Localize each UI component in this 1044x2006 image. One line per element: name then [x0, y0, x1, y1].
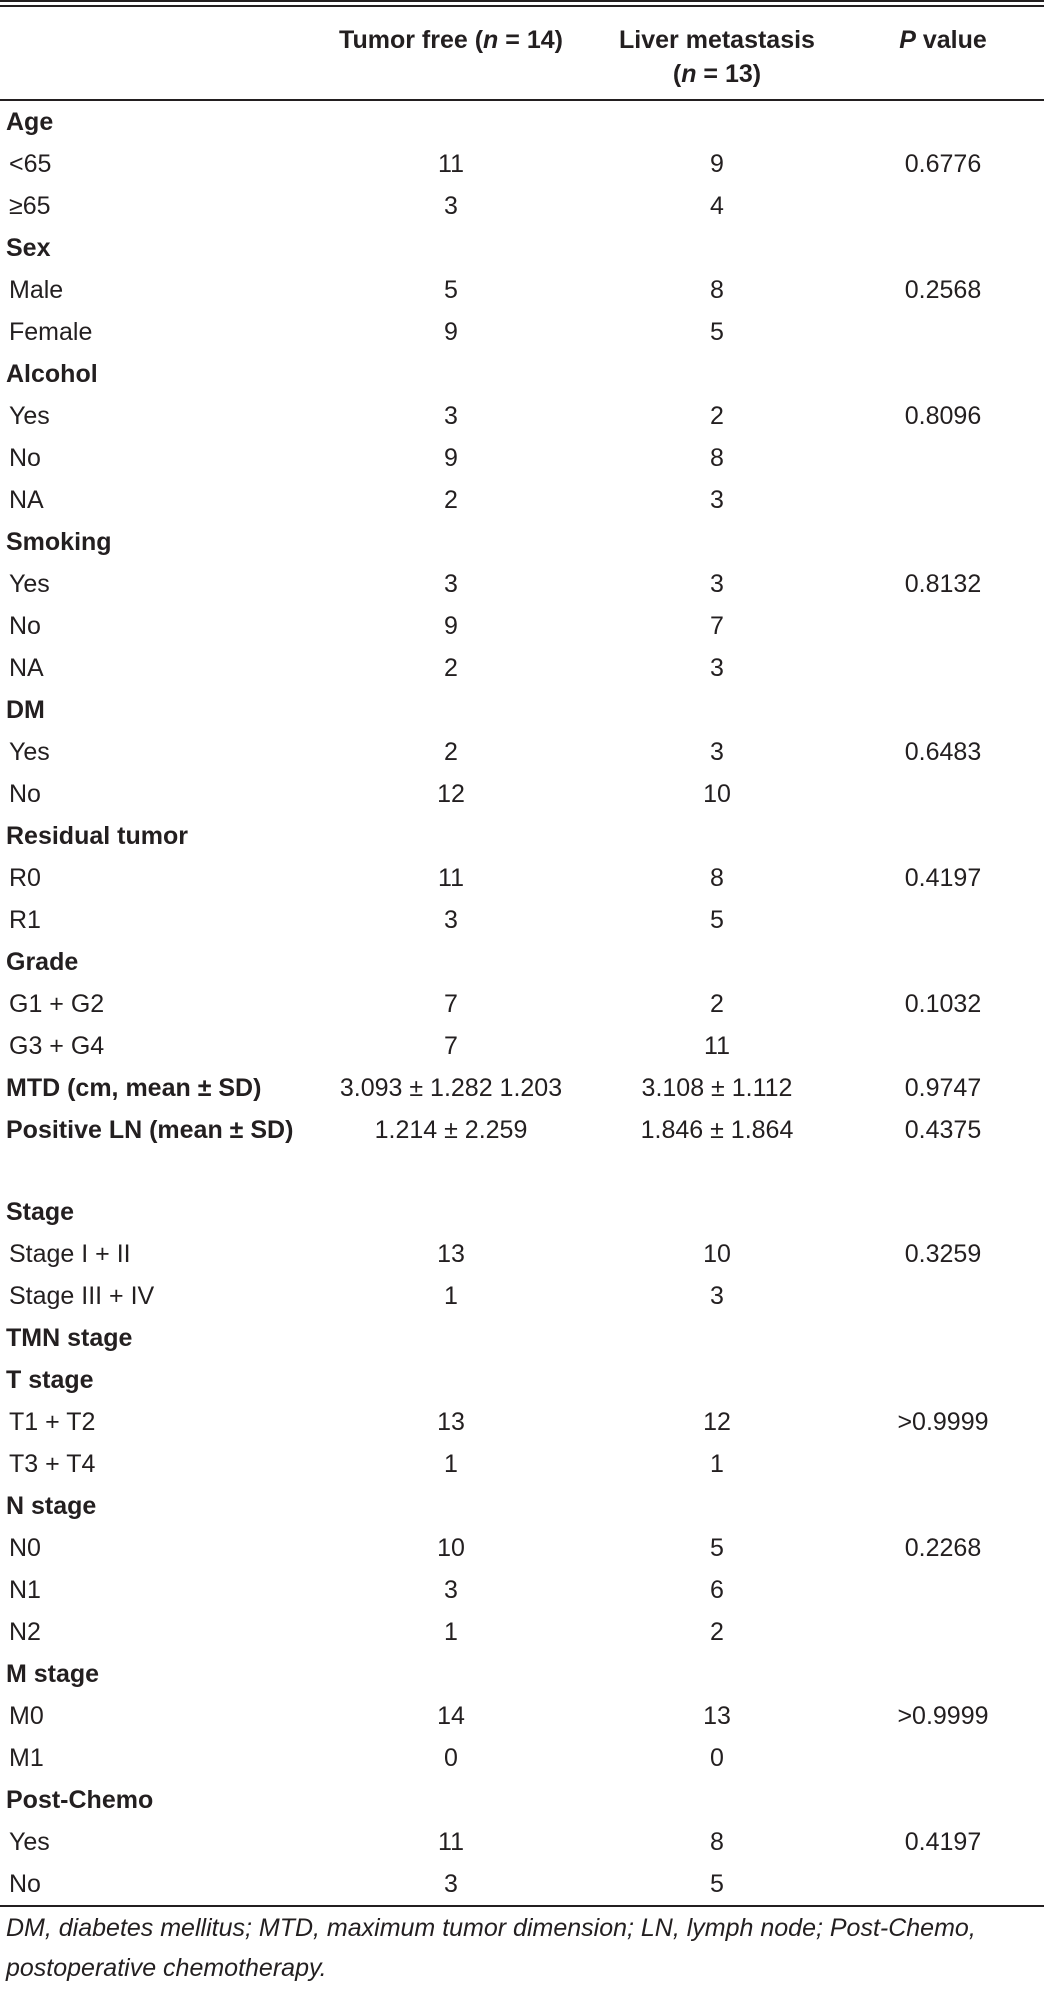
row-label: Stage III + IV [9, 1282, 155, 1310]
p-value-cell: 0.9747 [904, 1074, 982, 1102]
table-row [0, 731, 1044, 773]
table-section-row [0, 815, 1044, 857]
tumor-free-cell: 3 [444, 906, 458, 934]
p-value-cell [842, 311, 1044, 353]
p-value-cell [842, 1443, 1044, 1485]
table-row [0, 983, 1044, 1025]
table-row [0, 143, 1044, 185]
liver-metastasis-cell [592, 100, 842, 143]
table-row [0, 563, 1044, 605]
table-section-row [0, 227, 1044, 269]
tumor-free-cell: 9 [444, 444, 458, 472]
p-value-cell [842, 1569, 1044, 1611]
liver-metastasis-cell: 2 [710, 990, 724, 1018]
p-value-cell [842, 689, 1044, 731]
tumor-free-cell: 12 [437, 780, 465, 808]
liver-metastasis-cell: 3 [710, 486, 724, 514]
table-row [0, 1737, 1044, 1779]
p-value-cell [842, 1317, 1044, 1359]
liver-metastasis-cell [592, 1653, 842, 1695]
liver-metastasis-cell [592, 1485, 842, 1527]
tumor-free-cell [310, 815, 592, 857]
tumor-free-cell: 2 [444, 738, 458, 766]
p-value-cell: 0.4197 [904, 1828, 982, 1856]
table-section-row [0, 1109, 1044, 1191]
p-value-cell [842, 899, 1044, 941]
tumor-free-cell: 13 [437, 1408, 465, 1436]
table-section-row [0, 1485, 1044, 1527]
table-section-row [0, 1653, 1044, 1695]
row-label: Stage I + II [9, 1240, 131, 1268]
tumor-free-cell [310, 1779, 592, 1821]
table-row [0, 1443, 1044, 1485]
tumor-free-cell: 2 [444, 654, 458, 682]
table-row [0, 1863, 1044, 1906]
table-row [0, 857, 1044, 899]
tumor-free-cell [310, 689, 592, 731]
p-value-cell [842, 521, 1044, 563]
tumor-free-cell: 1.214 ± 2.259 [374, 1116, 528, 1144]
table-row [0, 605, 1044, 647]
table-footnote: DM, diabetes mellitus; MTD, maximum tumor dimension; LN, lymph node; Post-Chemo, postoperative chemotherapy. [6, 1914, 976, 1982]
table-row [0, 1611, 1044, 1653]
liver-metastasis-cell: 8 [710, 1828, 724, 1856]
row-label: Yes [9, 1828, 50, 1856]
row-label: Sex [6, 234, 51, 262]
tumor-free-cell [310, 100, 592, 143]
row-label: No [9, 444, 41, 472]
table-row [0, 1025, 1044, 1067]
tumor-free-cell: 7 [444, 1032, 458, 1060]
tumor-free-cell: 3 [444, 192, 458, 220]
table-section-row [0, 1779, 1044, 1821]
liver-metastasis-cell: 8 [710, 864, 724, 892]
p-value-cell [842, 647, 1044, 689]
p-value-cell [842, 1359, 1044, 1401]
liver-metastasis-cell: 3 [710, 738, 724, 766]
table-section-row [0, 1359, 1044, 1401]
row-label: Smoking [6, 528, 112, 556]
liver-metastasis-cell: 5 [710, 906, 724, 934]
row-label: <65 [9, 150, 52, 178]
row-label: TMN stage [6, 1324, 133, 1352]
p-value-cell: 0.8096 [904, 402, 982, 430]
table-row [0, 1527, 1044, 1569]
p-value-cell [842, 100, 1044, 143]
table-row [0, 311, 1044, 353]
p-value-cell [842, 479, 1044, 521]
table-row [0, 395, 1044, 437]
tumor-free-cell: 9 [444, 318, 458, 346]
table-row [0, 1695, 1044, 1737]
tumor-free-cell: 11 [438, 150, 464, 178]
tumor-free-cell: 2 [444, 486, 458, 514]
table-row [0, 269, 1044, 311]
row-label: Age [6, 108, 54, 136]
liver-metastasis-cell: 3 [710, 654, 724, 682]
tumor-free-cell: 1 [444, 1618, 458, 1646]
liver-metastasis-cell: 2 [710, 1618, 724, 1646]
table-row [0, 1275, 1044, 1317]
tumor-free-cell [310, 1653, 592, 1695]
liver-metastasis-cell: 1 [710, 1450, 724, 1478]
row-label: N stage [6, 1492, 97, 1520]
row-label: No [9, 612, 41, 640]
p-value-cell [842, 227, 1044, 269]
header-variable [0, 6, 310, 100]
p-value-cell [842, 1863, 1044, 1906]
table-row [0, 1821, 1044, 1863]
row-label: NA [9, 486, 44, 514]
tumor-free-cell [310, 941, 592, 983]
tumor-free-cell: 3 [444, 570, 458, 598]
table-section-row [0, 100, 1044, 143]
p-value-cell [842, 941, 1044, 983]
liver-metastasis-cell: 1.846 ± 1.864 [640, 1116, 794, 1144]
tumor-free-cell: 13 [437, 1240, 465, 1268]
table-row [0, 773, 1044, 815]
table-body [0, 100, 1044, 1906]
liver-metastasis-cell: 0 [710, 1744, 724, 1772]
tumor-free-cell [310, 1485, 592, 1527]
table-row [0, 437, 1044, 479]
liver-metastasis-cell: 7 [710, 612, 724, 640]
row-label: N0 [9, 1534, 41, 1562]
table-section-row [0, 689, 1044, 731]
row-label: No [0, 1863, 310, 1906]
row-label: Post-Chemo [6, 1786, 154, 1814]
tumor-free-cell: 1 [444, 1282, 458, 1310]
p-value-cell: 0.6776 [904, 150, 982, 178]
table-row [0, 1569, 1044, 1611]
row-label: Positive LN (mean ± SD) [6, 1116, 294, 1144]
p-value-cell [842, 185, 1044, 227]
liver-metastasis-cell: 3 [710, 1282, 724, 1310]
table-row [0, 479, 1044, 521]
liver-metastasis-cell [592, 1779, 842, 1821]
table-section-row [0, 1317, 1044, 1359]
row-label: DM [6, 696, 45, 724]
p-value-cell: 0.8132 [904, 570, 982, 598]
table-row [0, 1233, 1044, 1275]
p-value-cell: >0.9999 [897, 1408, 989, 1436]
liver-metastasis-cell: 4 [710, 192, 724, 220]
row-label: M0 [9, 1702, 44, 1730]
tumor-free-cell: 7 [444, 990, 458, 1018]
p-value-cell: 0.2568 [904, 276, 982, 304]
tumor-free-cell: 3 [444, 402, 458, 430]
row-label: Yes [9, 738, 50, 766]
tumor-free-cell [310, 1191, 592, 1233]
liver-metastasis-cell: 3.108 ± 1.112 [641, 1074, 793, 1102]
row-label: Alcohol [6, 360, 98, 388]
p-value-cell: 0.4375 [904, 1116, 982, 1144]
liver-metastasis-cell [592, 521, 842, 563]
table-section-row [0, 1067, 1044, 1109]
row-label: Yes [9, 402, 50, 430]
row-label: MTD (cm, mean ± SD) [6, 1074, 262, 1102]
liver-metastasis-cell: 6 [710, 1576, 724, 1604]
row-label: Yes [9, 570, 50, 598]
table-row [0, 899, 1044, 941]
p-value-cell [842, 1653, 1044, 1695]
row-label: T stage [6, 1366, 94, 1394]
p-value-cell [842, 605, 1044, 647]
liver-metastasis-cell: 5 [710, 318, 724, 346]
tumor-free-cell: 11 [438, 864, 464, 892]
liver-metastasis-cell: 2 [710, 402, 724, 430]
row-label: Male [9, 276, 64, 304]
liver-metastasis-cell: 5 [592, 1863, 842, 1906]
tumor-free-cell [310, 1359, 592, 1401]
tumor-free-cell: 5 [444, 276, 458, 304]
p-value-cell [842, 815, 1044, 857]
p-value-cell: 0.1032 [904, 990, 982, 1018]
liver-metastasis-cell: 8 [710, 276, 724, 304]
row-label: T3 + T4 [9, 1450, 96, 1478]
tumor-free-cell [310, 521, 592, 563]
p-value-cell [842, 1611, 1044, 1653]
tumor-free-cell: 10 [437, 1534, 465, 1562]
liver-metastasis-cell [592, 689, 842, 731]
tumor-free-cell: 3 [444, 1576, 458, 1604]
liver-metastasis-cell: 10 [703, 1240, 731, 1268]
row-label: G3 + G4 [9, 1032, 105, 1060]
p-value-cell: >0.9999 [897, 1702, 989, 1730]
tumor-free-cell [310, 227, 592, 269]
p-value-cell: 0.4197 [904, 864, 982, 892]
liver-metastasis-cell: 13 [703, 1702, 731, 1730]
p-value-cell: 0.2268 [904, 1534, 982, 1562]
p-value-cell [842, 1191, 1044, 1233]
liver-metastasis-cell [592, 1317, 842, 1359]
p-value-cell [842, 1025, 1044, 1067]
tumor-free-cell: 3 [310, 1863, 592, 1906]
table-section-row [0, 353, 1044, 395]
liver-metastasis-cell [592, 1359, 842, 1401]
row-label: NA [9, 654, 44, 682]
row-label: M1 [9, 1744, 44, 1772]
table-row [0, 647, 1044, 689]
p-value-cell [842, 353, 1044, 395]
row-label: Stage [6, 1198, 75, 1226]
table-row [0, 1401, 1044, 1443]
liver-metastasis-cell [592, 227, 842, 269]
row-label: R0 [9, 864, 41, 892]
header-liver-metastasis: Liver metastasis (n = 13) [592, 6, 842, 100]
tumor-free-cell: 11 [438, 1828, 464, 1856]
header-tumor-free: Tumor free (n = 14) [310, 6, 592, 100]
tumor-free-cell: 14 [437, 1702, 465, 1730]
row-label: ≥65 [9, 192, 51, 220]
row-label: G1 + G2 [9, 990, 105, 1018]
header-p-value: P value [842, 6, 1044, 100]
row-label: Grade [6, 948, 79, 976]
p-value-cell [842, 773, 1044, 815]
p-value-cell [842, 1737, 1044, 1779]
row-label: Female [9, 318, 93, 346]
liver-metastasis-cell: 10 [703, 780, 731, 808]
liver-metastasis-cell: 9 [710, 150, 724, 178]
p-value-cell [842, 437, 1044, 479]
tumor-free-cell: 9 [444, 612, 458, 640]
row-label: Residual tumor [6, 822, 188, 850]
table-header [0, 1, 1044, 100]
tumor-free-cell: 1 [444, 1450, 458, 1478]
row-label: T1 + T2 [9, 1408, 96, 1436]
liver-metastasis-cell: 8 [710, 444, 724, 472]
liver-metastasis-cell: 12 [703, 1408, 731, 1436]
p-value-cell [842, 1485, 1044, 1527]
row-label: N1 [9, 1576, 41, 1604]
liver-metastasis-cell: 11 [704, 1032, 730, 1060]
tumor-free-cell [310, 353, 592, 395]
row-label: M stage [6, 1660, 100, 1688]
tumor-free-cell [310, 1317, 592, 1359]
p-value-cell [842, 1275, 1044, 1317]
table-section-row [0, 941, 1044, 983]
table-section-row [0, 1191, 1044, 1233]
table-section-row [0, 521, 1044, 563]
tumor-free-cell: 3.093 ± 1.282 1.203 [339, 1074, 563, 1102]
p-value-cell: 0.3259 [904, 1240, 982, 1268]
liver-metastasis-cell [592, 353, 842, 395]
liver-metastasis-cell [592, 1191, 842, 1233]
row-label: N2 [9, 1618, 41, 1646]
row-label: R1 [9, 906, 41, 934]
row-label: No [9, 780, 41, 808]
liver-metastasis-cell [592, 941, 842, 983]
liver-metastasis-cell: 5 [710, 1534, 724, 1562]
liver-metastasis-cell [592, 815, 842, 857]
p-value-cell [842, 1779, 1044, 1821]
table-row [0, 185, 1044, 227]
liver-metastasis-cell: 3 [710, 570, 724, 598]
p-value-cell: 0.6483 [904, 738, 982, 766]
tumor-free-cell: 0 [444, 1744, 458, 1772]
